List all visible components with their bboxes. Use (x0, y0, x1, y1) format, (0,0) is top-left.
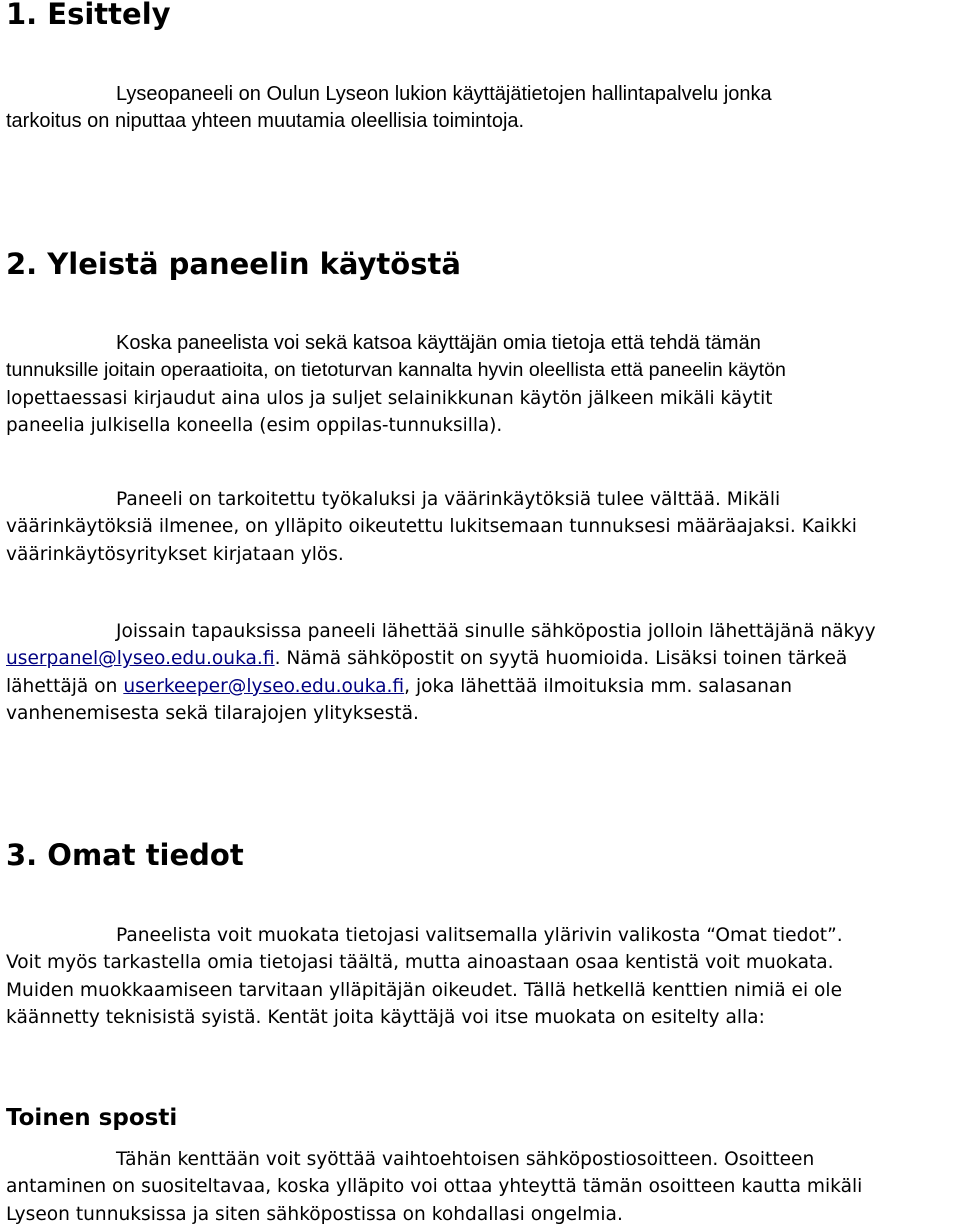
section-heading-yleista: 2. Yleistä paneelin käytöstä (6, 247, 461, 281)
usage-paragraph-2 (6, 486, 960, 568)
paragraph-line: vanhenemisesta sekä tilarajojen ylityksestä. (6, 703, 419, 725)
paragraph-line: väärinkäytöksiä ilmenee, on ylläpito oikeutettu lukitsemaan tunnuksesi määräajaksi. Kaikki (6, 516, 857, 538)
own-info-paragraph (6, 922, 960, 1032)
paragraph-line: antaminen on suositeltavaa, koska ylläpito voi ottaa yhteyttä tämän osoitteen kautta mikäli (6, 1176, 863, 1198)
second-email-paragraph (6, 1146, 960, 1228)
paragraph-text: . Nämä sähköpostit on syytä huomioida. Lisäksi toinen tärkeä (274, 648, 848, 670)
paragraph-line: paneelia julkisella koneella (esim oppilas-tunnuksilla). (6, 415, 503, 437)
paragraph-line: Lyseopaneeli on Oulun Lyseon lukion käyttäjätietojen hallintapalvelu jonka (116, 83, 772, 105)
paragraph-line: Paneeli on tarkoitettu työkaluksi ja väärinkäytöksiä tulee välttää. Mikäli (116, 489, 781, 510)
paragraph-line: Tähän kenttään voit syöttää vaihtoehtoisen sähköpostiosoitteen. Osoitteen (116, 1149, 815, 1170)
subsection-heading-toinen-sposti: Toinen sposti (6, 1105, 178, 1131)
usage-paragraph-1 (6, 330, 960, 440)
section-heading-esittely: 1. Esittely (6, 0, 171, 31)
paragraph-line: Koska paneelista voi sekä katsoa käyttäjän omia tietoja että tehdä tämän (116, 332, 761, 354)
paragraph-line: Lyseon tunnuksissa ja siten sähköpostissa on kohdallasi ongelmia. (6, 1203, 623, 1225)
paragraph-line (6, 645, 960, 672)
intro-paragraph (6, 81, 960, 136)
paragraph-line: Muiden muokkaamiseen tarvitaan ylläpitäjän oikeudet. Tällä hetkellä kenttien nimiä ei ole (6, 979, 843, 1001)
paragraph-line: tarkoitus on niputtaa yhteen muutamia oleellisia toimintoja. (6, 110, 525, 133)
paragraph-text: , joka lähettää ilmoituksia mm. salasanan (404, 675, 793, 697)
usage-paragraph-3 (6, 618, 960, 728)
userkeeper-email-link[interactable]: userkeeper@lyseo.edu.ouka.fi (123, 675, 405, 697)
paragraph-line: Voit myös tarkastella omia tietojasi täältä, mutta ainoastaan osaa kentistä voit muokata. (6, 952, 834, 974)
paragraph-line: lopettaessasi kirjaudut aina ulos ja suljet selainikkunan käytön jälkeen mikäli käytit (6, 387, 773, 409)
paragraph-line: Paneelista voit muokata tietojasi valitsemalla ylärivin valikosta “Omat tiedot”. (116, 925, 843, 946)
paragraph-line: väärinkäytösyritykset kirjataan ylös. (6, 543, 344, 565)
section-heading-omat-tiedot: 3. Omat tiedot (6, 838, 244, 872)
paragraph-text: lähettäjä on (6, 675, 124, 697)
paragraph-line (6, 673, 960, 700)
userpanel-email-link[interactable]: userpanel@lyseo.edu.ouka.fi (6, 648, 275, 670)
paragraph-line: käännetty teknisistä syistä. Kentät joita käyttäjä voi itse muokata on esitelty alla: (6, 1007, 765, 1029)
paragraph-line: tunnuksille joitain operaatioita, on tietoturvan kannalta hyvin oleellista että paneelin käytön (6, 359, 786, 382)
paragraph-line: Joissain tapauksissa paneeli lähettää sinulle sähköpostia jolloin lähettäjänä näkyy (116, 621, 876, 642)
